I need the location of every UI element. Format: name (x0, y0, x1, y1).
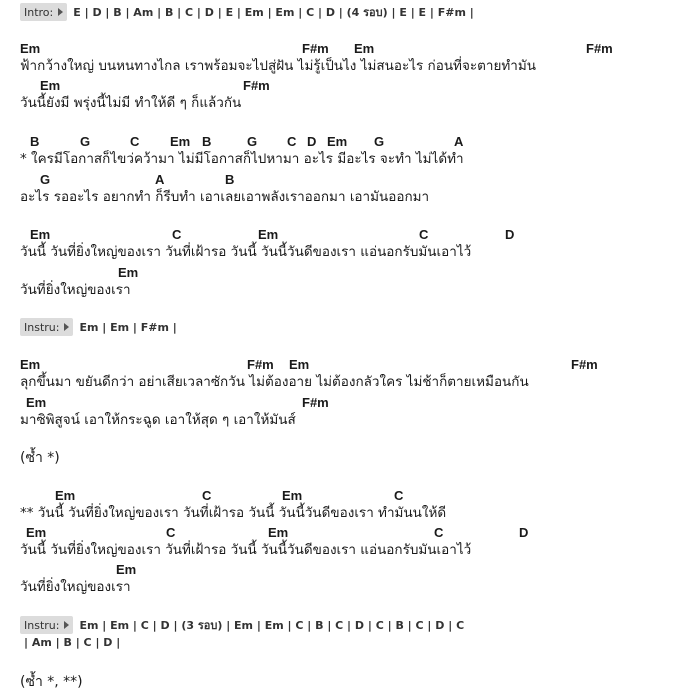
chord: C (434, 525, 444, 540)
chord: Em (20, 41, 41, 56)
chord: D (519, 525, 529, 540)
chord: Em (26, 525, 47, 540)
chord: C (130, 134, 140, 149)
chord: A (454, 134, 464, 149)
chord: Em (40, 78, 61, 93)
chord: C (394, 488, 404, 503)
chord: F#m (302, 41, 329, 56)
lyric-line: วันนี้ยังมี พรุ่งนี้ไม่มี ทำให้ดี ๆ ก็แล้วกัน (20, 95, 242, 111)
repeat-note-2: (ซ้ำ *, **) (20, 674, 83, 690)
instru-tag: Instru: (20, 616, 73, 634)
lyric-line: วันนี้ วันที่ยิ่งใหญ่ของเรา วันที่เฝ้ารอ วันนี้ วันนี้วันดีของเรา แอ่นอกรับมันเอาไว้ (20, 244, 472, 260)
chord: G (80, 134, 91, 149)
chord: D (307, 134, 317, 149)
lyric-line: ** วันนี้ วันที่ยิ่งใหญ่ของเรา วันที่เฝ้ารอ วันนี้ วันนี้วันดีของเรา ทำมันนให้ดี (20, 505, 447, 521)
instru-tag: Instru: (20, 318, 73, 336)
chord: Em (20, 357, 41, 372)
lyric-line: มาซิพิสูจน์ เอาให้กระฉูด เอาให้สุด ๆ เอาให้มันส์ (20, 412, 296, 428)
instru-line-2 (20, 616, 464, 634)
lyric-line: ฟ้ากว้างใหญ่ บนหนทางไกล เราพร้อมจะไปสู่ฝัน ไม่รู้เป็นไง ไม่สนอะไร ก่อนที่จะตายทำมัน (20, 58, 536, 74)
lyric-line: วันนี้ วันที่ยิ่งใหญ่ของเรา วันที่เฝ้ารอ วันนี้ วันนี้วันดีของเรา แอ่นอกรับมันเอาไว้ (20, 542, 472, 558)
chord: G (374, 134, 385, 149)
chord: G (247, 134, 258, 149)
lyric-line: * ใครมีโอกาสก็ไขว่คว้ามา ไม่มีโอกาสก็ไปหามา อะไร มีอะไร จะทำ ไม่ได้ทำ (20, 151, 464, 167)
play-triangle-icon (64, 323, 69, 331)
play-triangle-icon (64, 621, 69, 629)
chord: C (172, 227, 182, 242)
chord: D (505, 227, 515, 242)
chord: C (287, 134, 297, 149)
chord: C (166, 525, 176, 540)
lyric-line: วันที่ยิ่งใหญ่ของเรา (20, 282, 131, 298)
chord: G (40, 172, 51, 187)
play-triangle-icon (58, 8, 63, 16)
chord: F#m (247, 357, 274, 372)
chord: Em (170, 134, 191, 149)
chord: Em (55, 488, 76, 503)
intro-tag: Intro: (20, 3, 67, 21)
chord: Em (268, 525, 289, 540)
lyric-line: วันที่ยิ่งใหญ่ของเรา (20, 579, 131, 595)
chord: C (419, 227, 429, 242)
chord: Em (327, 134, 348, 149)
chord: Em (258, 227, 279, 242)
chord: F#m (586, 41, 613, 56)
chord: A (155, 172, 165, 187)
chord: Em (30, 227, 51, 242)
intro-chord-sequence: E | D | B | Am | B | C | D | E | Em | Em | C | D | (4 รอบ) | E | E | F#m | (73, 6, 474, 19)
chord: B (202, 134, 212, 149)
instru-chord-sequence: Em | Em | F#m | (79, 320, 177, 334)
instru-line-1 (20, 318, 177, 336)
lyric-line: ลุกขึ้นมา ขยันดีกว่า อย่าเสียเวลาซักวัน ไม่ต้องอาย ไม่ต้องกลัวใคร ไม่ช้าก็ตายเหมือนกัน (20, 374, 529, 390)
chord: Em (118, 265, 139, 280)
chord: Em (282, 488, 303, 503)
instru-chord-sequence: Em | Em | C | D | (3 รอบ) | Em | Em | C | B | C | D | C | B | C | D | C (79, 619, 465, 632)
chord: F#m (571, 357, 598, 372)
repeat-note-1: (ซ้ำ *) (20, 450, 60, 466)
intro-line (20, 3, 474, 21)
chord: Em (354, 41, 375, 56)
lyric-line: อะไร รออะไร อยากทำ ก็รีบทำ เอาเลยเอาพลังเราออกมา เอามันออกมา (20, 189, 430, 205)
chord: Em (116, 562, 137, 577)
instru-chord-sequence-cont: | Am | B | C | D | (24, 636, 121, 649)
chord: Em (289, 357, 310, 372)
chord: F#m (243, 78, 270, 93)
chord: F#m (302, 395, 329, 410)
chord: B (30, 134, 40, 149)
chord: B (225, 172, 235, 187)
chord: C (202, 488, 212, 503)
chord: Em (26, 395, 47, 410)
